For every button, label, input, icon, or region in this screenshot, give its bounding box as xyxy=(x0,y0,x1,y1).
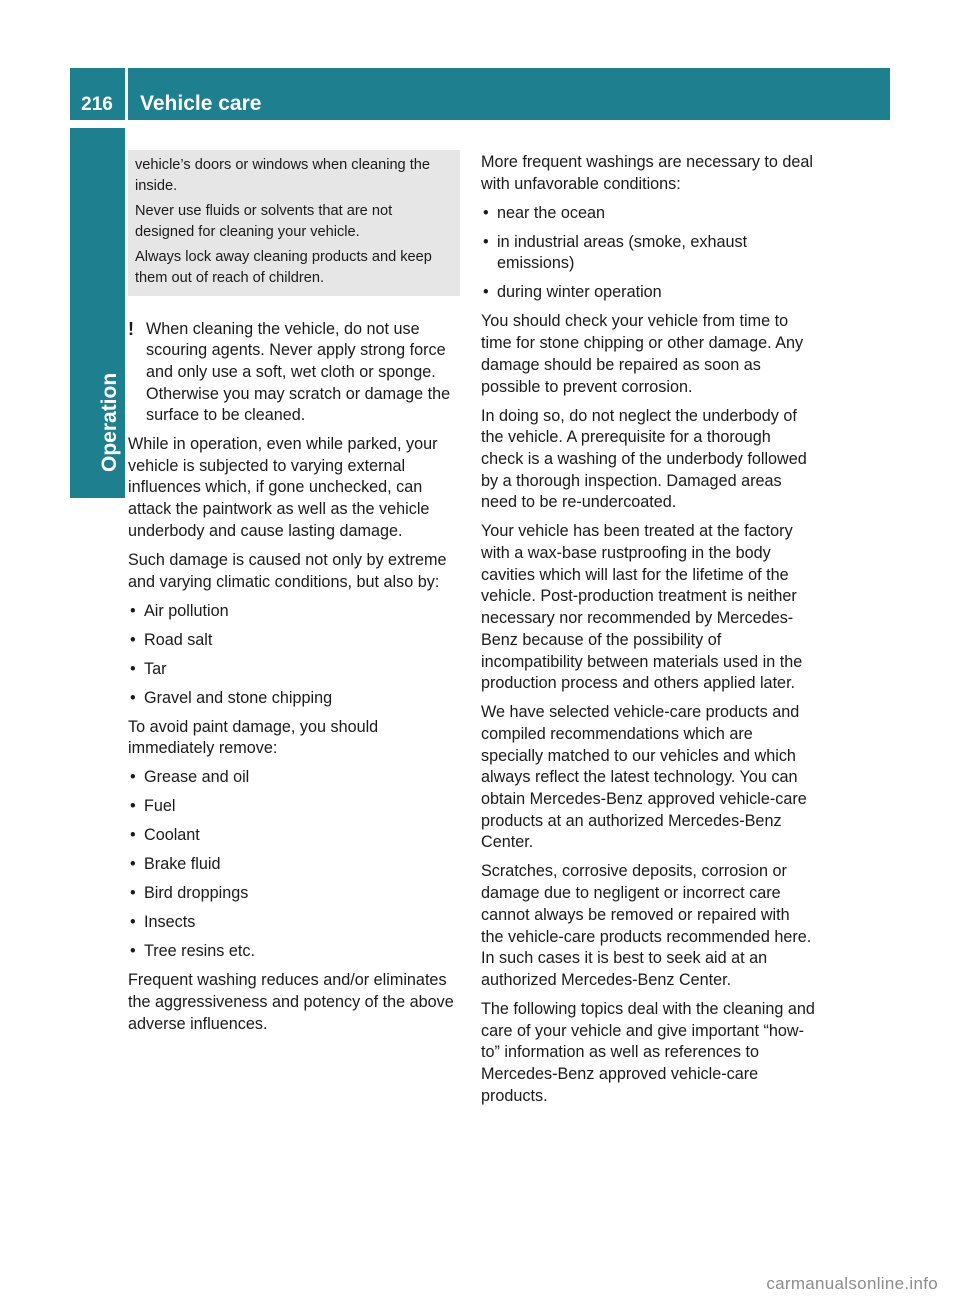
list-item: • Coolant xyxy=(128,825,460,847)
warning-box xyxy=(128,150,460,296)
page-number: 216 xyxy=(81,94,113,115)
list-item: • Tar xyxy=(128,659,460,681)
left-column xyxy=(128,152,460,1043)
warning-line: vehicle’s doors or windows when cleaning the inside. xyxy=(135,157,431,194)
list-item: • Insects xyxy=(128,912,460,934)
paragraph: To avoid paint damage, you should immediately remove: xyxy=(128,717,379,758)
list-item: • Bird droppings xyxy=(128,883,460,905)
warning-line: Always lock away cleaning products and keep them out of reach of children. xyxy=(135,249,432,286)
paragraph: More frequent washings are necessary to deal with unfavorable conditions: xyxy=(481,153,814,193)
list-item: • in industrial areas (smoke, exhaust emissions) xyxy=(481,232,816,275)
list-item: • near the ocean xyxy=(481,203,816,225)
notice-icon: ! xyxy=(128,318,134,339)
side-label xyxy=(70,128,125,498)
list-item: • Gravel and stone chipping xyxy=(128,688,460,710)
paragraph: Your vehicle has been treated at the factory with a wax-base rustproofing in the body cavities which will last for the lifetime of the vehicle. Post-production treatment is neither necessary nor recommended by Mercedes-Benz because of the possibility of incompatibility between materials used in the production process and others applied later. xyxy=(481,522,803,693)
paragraph: The following topics deal with the cleaning and care of your vehicle and give important “how-to” information as well as references to Mercedes-Benz approved vehicle-care products. xyxy=(481,999,815,1105)
list-item: • Tree resins etc. xyxy=(128,941,460,963)
paragraph: You should check your vehicle from time to time for stone chipping or other damage. Any damage should be repaired as soon as possible to prevent corrosion. xyxy=(481,312,804,396)
section-title: Vehicle care xyxy=(140,92,262,115)
paragraph: In doing so, do not neglect the underbody of the vehicle. A prerequisite for a thorough check is a washing of the underbody followed by a thorough inspection. Damaged areas need to be re-undercoated. xyxy=(481,406,807,512)
list-item: • Road salt xyxy=(128,630,460,652)
notice-text: When cleaning the vehicle, do not use scouring agents. Never apply strong force and only use a soft, wet cloth or sponge. Otherwise you may scratch or damage the surface to be cleaned. xyxy=(146,319,451,425)
paragraph: Such damage is caused not only by extreme and varying climatic conditions, but also by: xyxy=(128,550,447,591)
list-item: • Brake fluid xyxy=(128,854,460,876)
list-item: • Grease and oil xyxy=(128,767,460,789)
paragraph: We have selected vehicle-care products and compiled recommendations which are specially matched to our vehicles and which always reflect the latest technology. You can obtain Mercedes-Benz approved vehicle-care products at an authorized Mercedes-Benz Center. xyxy=(481,703,807,852)
list-item: • Air pollution xyxy=(128,601,460,623)
header-divider xyxy=(125,68,128,120)
list-item: • Fuel xyxy=(128,796,460,818)
paragraph: Frequent washing reduces and/or eliminates the aggressiveness and potency of the above adverse influences. xyxy=(128,971,454,1033)
paragraph: Scratches, corrosive deposits, corrosion or damage due to negligent or incorrect care cannot always be removed or repaired with the vehicle-care products recommended here. In such cases it is best to seek aid at an authorized Mercedes-Benz Center. xyxy=(481,862,812,989)
paragraph: While in operation, even while parked, your vehicle is subjected to varying external influences which, if gone unchecked, can attack the paintwork as well as the vehicle underbody and cause lasting damage. xyxy=(128,435,438,540)
side-label-text: Operation xyxy=(98,372,121,472)
list-item: • during winter operation xyxy=(481,282,816,304)
watermark[interactable]: carmanualsonline.info xyxy=(766,1274,938,1293)
right-column xyxy=(481,152,816,1115)
warning-line: Never use fluids or solvents that are not designed for cleaning your vehicle. xyxy=(135,203,393,240)
notice xyxy=(128,319,460,428)
